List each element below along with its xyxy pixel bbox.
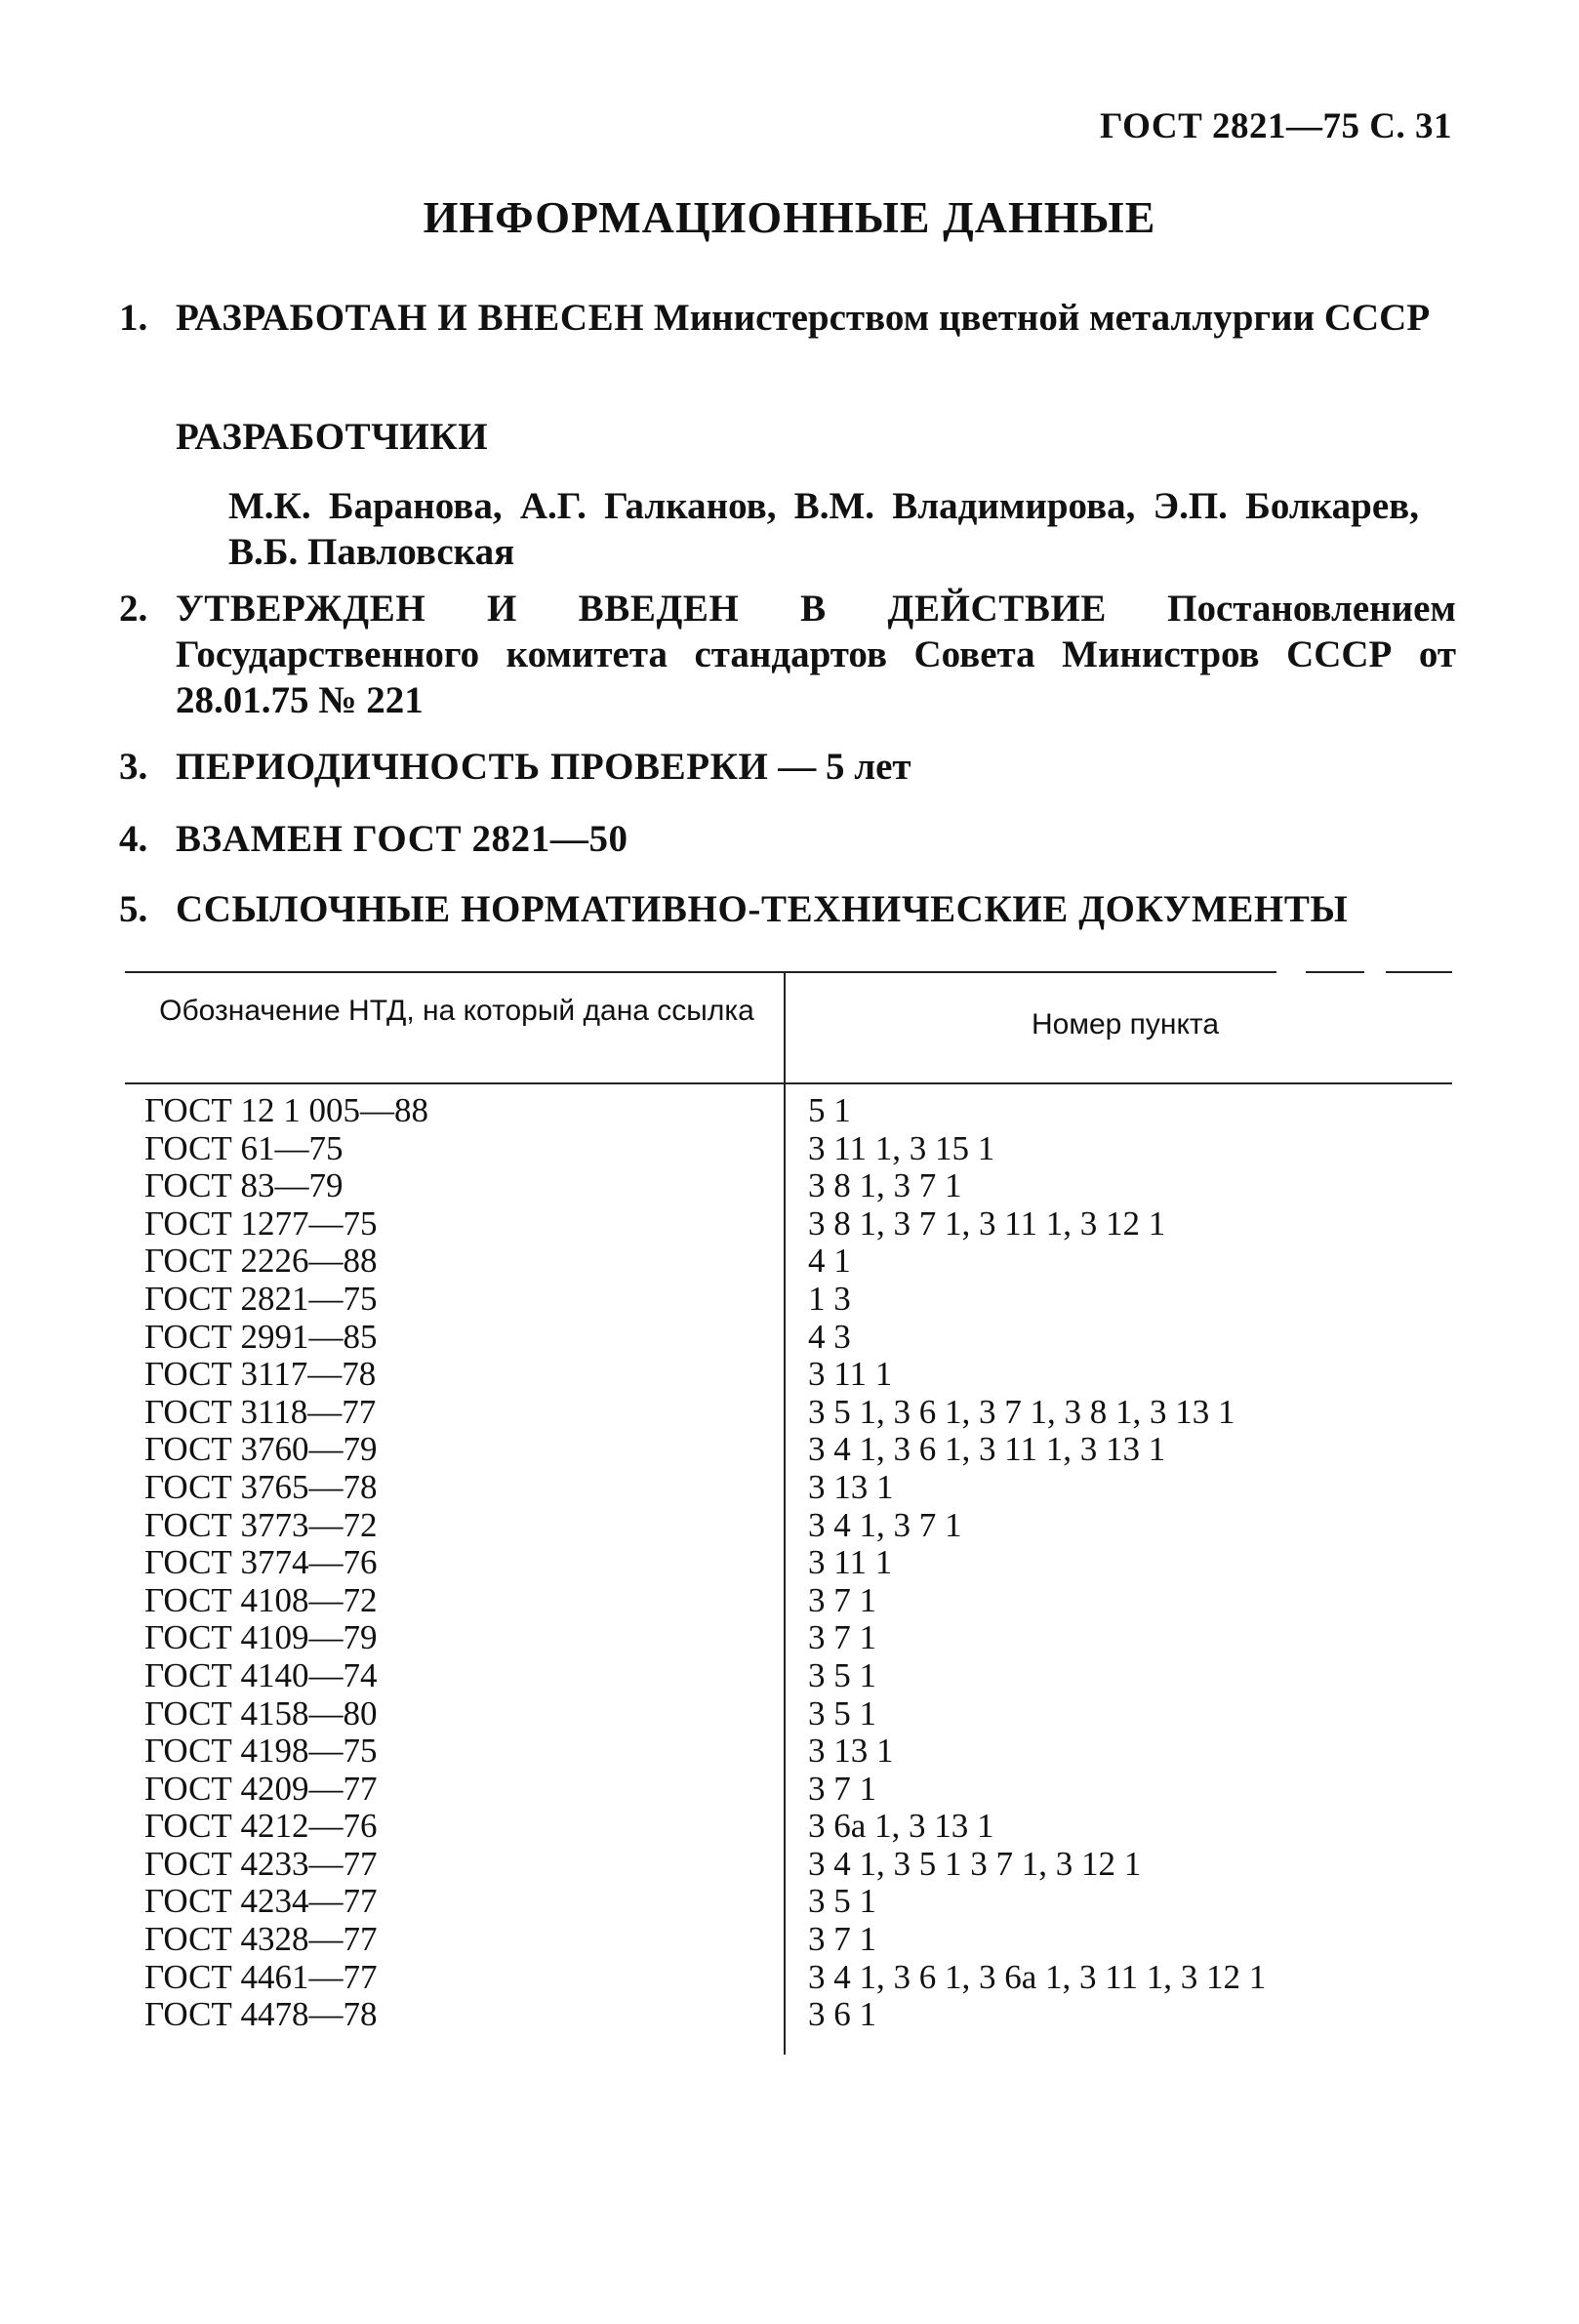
item-heading: ВЗАМЕН ГОСТ 2821—50: [176, 818, 628, 860]
cell-clause: 3 5 1: [808, 1693, 876, 1733]
table-row: [125, 1808, 1452, 1846]
cell-clause: 3 5 1, 3 6 1, 3 7 1, 3 8 1, 3 13 1: [808, 1392, 1235, 1431]
cell-ntd: ГОСТ 1277—75: [144, 1203, 378, 1243]
cell-clause: 3 6 1: [808, 1995, 876, 2034]
table-row: [125, 1771, 1452, 1809]
table-row: [125, 1846, 1452, 1884]
cell-clause: 3 4 1, 3 6 1, 3 11 1, 3 13 1: [808, 1430, 1166, 1469]
cell-clause: 3 5 1: [808, 1882, 876, 1921]
developers-names: М.К. Баранова, А.Г. Галканов, В.М. Владимирова, Э.П. Болкарев, В.Б. Павловская: [228, 485, 1419, 573]
table-row: [125, 1205, 1452, 1244]
cell-clause: 5 1: [808, 1091, 851, 1129]
info-item-1: [119, 295, 1456, 341]
header-ntd: Обозначение НТД, на который дана ссылка: [159, 995, 754, 1027]
cell-clause: 3 11 1: [808, 1355, 893, 1394]
item-heading: РАЗРАБОТАН И ВНЕСЕН: [176, 297, 645, 339]
table-row: [125, 1733, 1452, 1771]
table-row: [125, 1092, 1452, 1130]
page-title: ИНФОРМАЦИОННЫЕ ДАННЫЕ: [423, 192, 1156, 242]
table-row: [125, 1281, 1452, 1319]
item-number: 1.: [119, 297, 148, 339]
cell-clause: 4 1: [808, 1242, 851, 1281]
cell-clause: 3 7 1: [808, 1618, 876, 1657]
developers-heading: РАЗРАБОТЧИКИ: [176, 416, 489, 458]
cell-clause: 3 4 1, 3 7 1: [808, 1505, 962, 1544]
cell-ntd: ГОСТ 4478—78: [144, 1995, 378, 2034]
cell-ntd: ГОСТ 4212—76: [144, 1807, 378, 1846]
cell-ntd: ГОСТ 12 1 005—88: [144, 1091, 429, 1129]
item-number: 4.: [119, 818, 148, 860]
table-row: [125, 1959, 1452, 1997]
item-text: Министерством цветной металлургии СССР: [653, 297, 1431, 339]
cell-ntd: ГОСТ 2226—88: [144, 1242, 378, 1281]
cell-clause: 1 3: [808, 1279, 851, 1318]
info-item-5: [119, 886, 1456, 932]
table-row: [125, 1469, 1452, 1507]
table-row: [125, 1582, 1452, 1620]
cell-ntd: ГОСТ 61—75: [144, 1128, 344, 1167]
cell-ntd: ГОСТ 2991—85: [144, 1317, 378, 1356]
cell-ntd: ГОСТ 3773—72: [144, 1505, 378, 1544]
cell-ntd: ГОСТ 4233—77: [144, 1844, 378, 1883]
item-number: 5.: [119, 888, 148, 930]
table-row: [125, 1695, 1452, 1733]
table-row: [125, 1996, 1452, 2034]
cell-clause: 3 7 1: [808, 1769, 876, 1808]
table-row: [125, 1431, 1452, 1469]
cell-ntd: ГОСТ 4209—77: [144, 1769, 378, 1808]
item-heading: УТВЕРЖДЕН И ВВЕДЕН В ДЕЙСТВИЕ: [176, 588, 1108, 630]
cell-clause: 3 11 1: [808, 1543, 893, 1582]
info-item-3: [119, 744, 1456, 790]
table-row: [125, 1657, 1452, 1695]
cell-ntd: ГОСТ 83—79: [144, 1166, 344, 1205]
cell-clause: 3 7 1: [808, 1920, 876, 1959]
table-row: [125, 1921, 1452, 1959]
cell-ntd: ГОСТ 4108—72: [144, 1580, 378, 1619]
cell-ntd: ГОСТ 4109—79: [144, 1618, 378, 1657]
item-number: 3.: [119, 746, 148, 788]
table-row: [125, 1243, 1452, 1281]
cell-ntd: ГОСТ 3765—78: [144, 1467, 378, 1506]
cell-ntd: ГОСТ 3117—78: [144, 1355, 377, 1394]
item-text: — 5 лет: [778, 746, 911, 788]
cell-clause: 3 8 1, 3 7 1, 3 11 1, 3 12 1: [808, 1203, 1166, 1243]
cell-clause: 3 11 1, 3 15 1: [808, 1128, 995, 1167]
cell-ntd: ГОСТ 3760—79: [144, 1430, 378, 1469]
item-heading: ПЕРИОДИЧНОСТЬ ПРОВЕРКИ: [176, 746, 769, 788]
cell-clause: 3 13 1: [808, 1467, 894, 1506]
table-row: [125, 1356, 1452, 1394]
table-row: [125, 1319, 1452, 1357]
table-header-row: [125, 971, 1452, 1080]
table-row: [125, 1394, 1452, 1432]
cell-clause: 3 6а 1, 3 13 1: [808, 1807, 994, 1846]
cell-clause: 3 7 1: [808, 1580, 876, 1619]
info-item-2: [119, 586, 1456, 723]
info-item-4: [119, 816, 1456, 862]
running-head: ГОСТ 2821—75 С. 31: [1100, 106, 1452, 146]
cell-ntd: ГОСТ 3774—76: [144, 1543, 378, 1582]
table-body: [125, 1092, 1452, 2034]
cell-clause: 3 4 1, 3 6 1, 3 6а 1, 3 11 1, 3 12 1: [808, 1957, 1267, 1996]
table-row: [125, 1507, 1452, 1545]
table-row: [125, 1167, 1452, 1205]
item-text: Постановлением Государственного комитета стандартов Совета Министров СССР от 28.01.75 № 221: [176, 588, 1456, 721]
table-header-rule: [125, 1082, 1452, 1084]
cell-clause: 4 3: [808, 1317, 851, 1356]
table-row: [125, 1130, 1452, 1168]
item-heading: ССЫЛОЧНЫЕ НОРМАТИВНО-ТЕХНИЧЕСКИЕ ДОКУМЕНТЫ: [176, 888, 1349, 930]
cell-ntd: ГОСТ 4158—80: [144, 1693, 378, 1733]
cell-clause: 3 4 1, 3 5 1 3 7 1, 3 12 1: [808, 1844, 1142, 1883]
table-row: [125, 1883, 1452, 1921]
cell-ntd: ГОСТ 4140—74: [144, 1655, 378, 1694]
cell-ntd: ГОСТ 2821—75: [144, 1279, 378, 1318]
cell-clause: 3 5 1: [808, 1655, 876, 1694]
header-clause: Номер пункта: [1031, 1008, 1220, 1040]
cell-ntd: ГОСТ 4234—77: [144, 1882, 378, 1921]
cell-ntd: ГОСТ 4328—77: [144, 1920, 378, 1959]
cell-clause: 3 8 1, 3 7 1: [808, 1166, 962, 1205]
cell-ntd: ГОСТ 4198—75: [144, 1732, 378, 1771]
cell-ntd: ГОСТ 3118—77: [144, 1392, 377, 1431]
table-row: [125, 1619, 1452, 1657]
table-row: [125, 1544, 1452, 1582]
item-number: 2.: [119, 588, 148, 630]
cell-clause: 3 13 1: [808, 1732, 894, 1771]
cell-ntd: ГОСТ 4461—77: [144, 1957, 378, 1996]
